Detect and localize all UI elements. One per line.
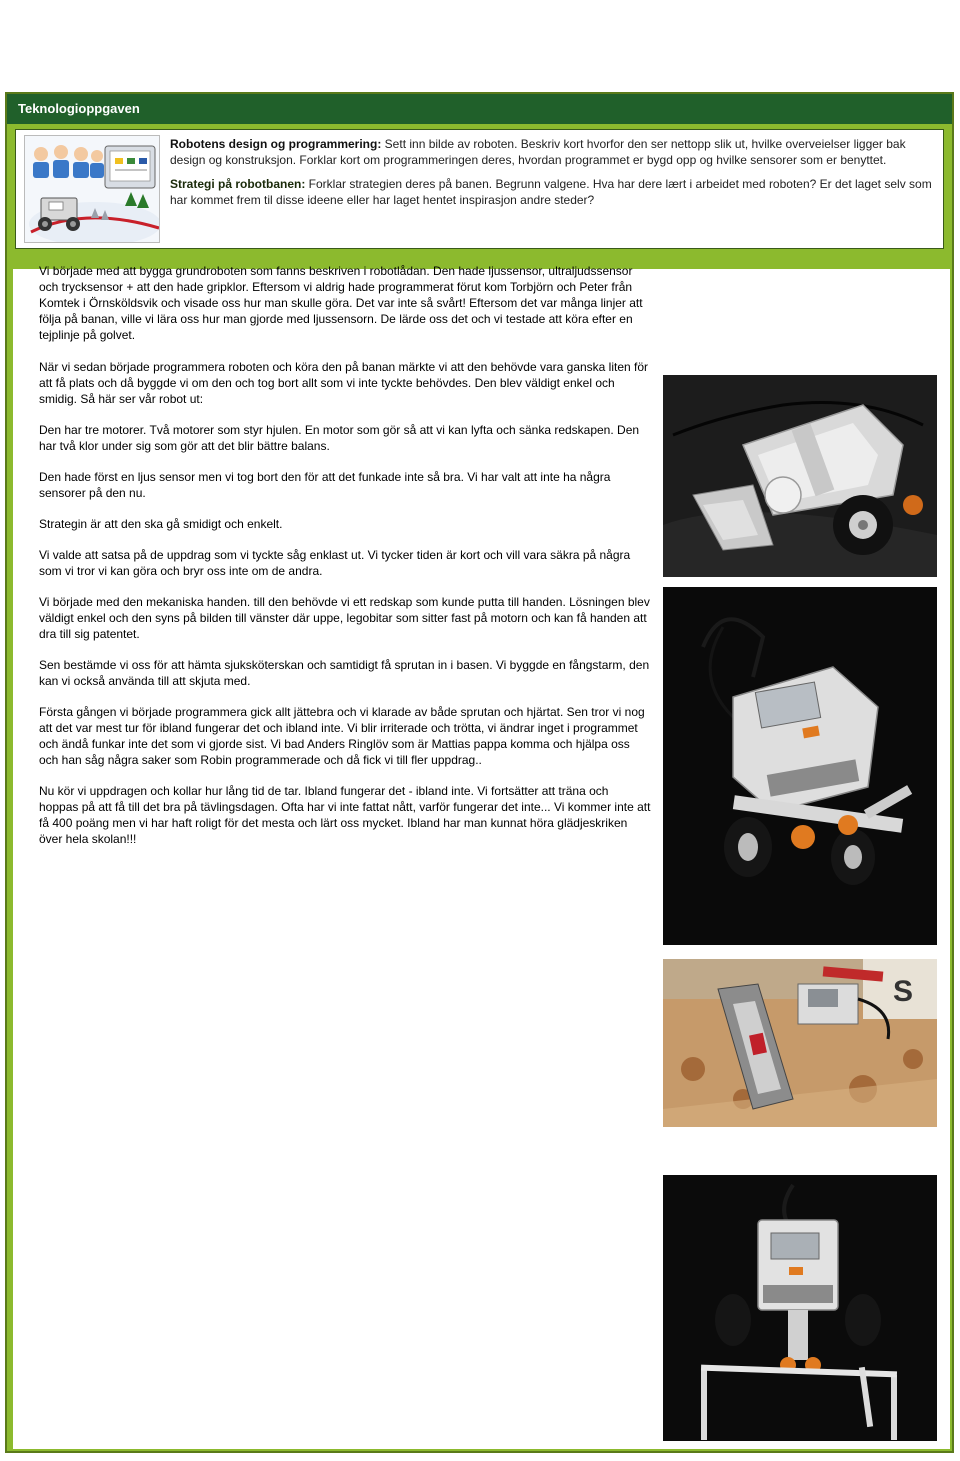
story-paragraph: Den hade först en ljus sensor men vi tog bort den för att det funkade inte så bra. Vi har valt att inte ha några sensorer på den nu. xyxy=(39,470,611,500)
story-paragraph: Vi började med den mekaniska handen. till den behövde vi ett redskap som kunde putta till handen. Lösningen blev väldigt enkel och den syns på bilden till vänster där uppe, legobitar som sitter fast på motorn och kan få handen att dra till sig patentet. xyxy=(39,595,650,641)
robot-on-competition-mat-photo-icon xyxy=(663,959,937,1127)
story-paragraph: Sen bestämde vi oss för att hämta sjuksköterskan och samtidigt få sprutan in i basen. Vi byggde en fångstarm, den kan vi också använda till att skjuta med. xyxy=(39,658,650,688)
strategy-instruction xyxy=(170,176,940,208)
task-frame xyxy=(5,92,954,1453)
story-paragraph: Första gången vi började programmera gick allt jättebra och vi klarade av både sprutan och hjärtat. Sen tror vi nog att det var mest tur för ibland fungerar det och ibland inte. Vi blir irriterade och trötta, vi ändrar inget i programmet och ändå funkar inte det som vi gjorde sist. Vi bad Anders Ringlöv som är Mattias pappa komma och hjälpa oss och han såg några saker som Robin programmerade och då fick vi till fler uppdrag.. xyxy=(39,705,645,767)
design-label: Robotens design og programmering: xyxy=(170,137,382,151)
section-header: Teknologioppgaven xyxy=(7,94,952,124)
lego-robot-team-illustration-icon xyxy=(24,135,160,243)
task-instructions xyxy=(170,136,940,216)
robot-with-frame-tool-photo-icon xyxy=(663,1175,937,1441)
svg-text:S: S xyxy=(893,975,914,1008)
robot-on-table-photo-icon xyxy=(663,375,937,577)
story-paragraph: När vi sedan började programmera roboten och köra den på banan märkte vi att den behövde vara ganska liten för att få plats och då byggde vi om den och tog bort allt som vi inte tyckte behövdes. Den blev väldigt enkel och smidig. Så här ser vår robot ut: xyxy=(39,360,649,406)
design-instruction xyxy=(170,136,940,168)
design-text: Sett inn bilde av roboten. Beskriv kort hvorfor den ser nettopp slik ut, hvilke overveielser ligger bak design og konstruksjon. Forklar kort om programmeringen deres, hvordan programmet er bygd opp og hvilke sensorer som er benyttet. xyxy=(170,137,906,167)
task-description-box xyxy=(15,129,944,249)
story-paragraph: Vi valde att satsa på de uppdrag som vi tyckte såg enklast ut. Vi tycker tiden är kort och vill vara säkra på några som vi tror vi kan göra och bryr oss inte om de andra. xyxy=(39,548,631,578)
answer-text xyxy=(39,263,651,862)
story-paragraph: Strategin är att den ska gå smidigt och enkelt. xyxy=(39,517,283,531)
strategy-text: Forklar strategien deres på banen. Begrunn valgene. Hva har dere lært i arbeidet med roboten? Er det laget selv som har kommet frem til disse ideene eller har laget hentet inspirasjon andre steder? xyxy=(170,177,932,207)
story-paragraph: Vi började med att bygga grundroboten som fanns beskriven i robotlådan. Den hade ljussensor, ultraljudssensor och trycksensor + att den hade gripklor. Eftersom vi aldrig hade programmerat förut kom Torbjörn och Peter från Komtek i Örnsköldsvik och visade oss hur man skulle göra. Det var inte så svårt! Eftersom det var många linjer att följa på banan, ville vi lära oss hur man gjorde med ljussensorn. De lärde oss det och vi testade att köra efter en tejplinje på golvet. xyxy=(39,264,643,342)
nxt-robot-black-background-photo-icon xyxy=(663,587,937,945)
story-paragraph: Den har tre motorer. Två motorer som styr hjulen. En motor som gör så att vi kan lyfta och sänka redskapen. Den har två klor under sig som gör att det blir bättre balans. xyxy=(39,423,640,453)
answer-area xyxy=(13,264,950,1449)
strategy-label: Strategi på robotbanen: xyxy=(170,177,306,191)
story-paragraph: Nu kör vi uppdragen och kollar hur lång tid de tar. Ibland fungerar det - ibland inte. Vi fortsätter att träna och hoppas på att få till det bra på tävlingsdagen. Ofta har vi inte fattat nått, varför fungerar det inte... Vi kommer inte att få 400 poäng men vi har haft roligt för det mesta och lärt oss mycket. Ibland har man kunnat höra glädjeskriken över hela skolan!!! xyxy=(39,784,651,846)
